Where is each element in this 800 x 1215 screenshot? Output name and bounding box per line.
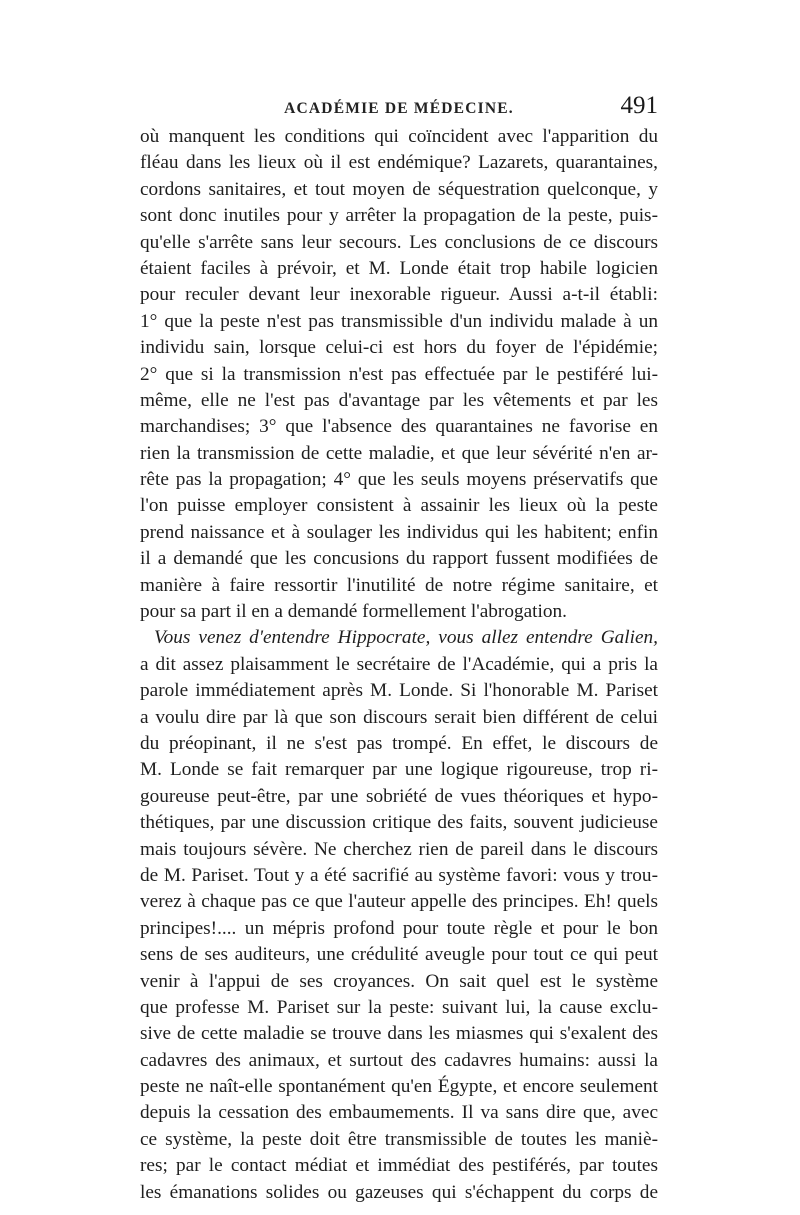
text-line: mais toujours sévère. Ne cherchez rien de pareil dans le discours [140,838,658,860]
text-line: l'on puisse employer consistent à assainir les lieux où la peste [140,495,658,517]
text-line: principes!.... un mépris profond pour toute règle et pour le bon [140,917,658,939]
body-text [140,124,658,1206]
text-line: cordons sanitaires, et tout moyen de séquestration quelconque, y [140,178,658,200]
text-line: prend naissance et à soulager les individus qui les habitent; enfin [140,521,658,543]
text-line: du préopinant, il ne s'est pas trompé. En effet, le discours de [140,732,658,754]
text-line: qu'elle s'arrête sans leur secours. Les conclusions de ce discours [140,231,658,253]
text-line: manière à faire ressortir l'inutilité de notre régime sanitaire, et [140,574,658,596]
text-line: sive de cette maladie se trouve dans les miasmes qui s'exalent des [140,1023,658,1045]
text-line: marchandises; 3° que l'absence des quarantaines ne favorise en [140,416,658,438]
text-line: que professe M. Pariset sur la peste: suivant lui, la cause exclu- [140,996,658,1018]
running-title: ACADÉMIE DE MÉDECINE. [284,100,514,117]
page-header [140,92,658,128]
text-line: étaient faciles à prévoir, et M. Londe était trop habile logicien [140,257,658,279]
page-number: 491 [620,92,658,119]
text-line: cadavres des animaux, et surtout des cadavres humains: aussi la [140,1049,658,1071]
text-line: rête pas la propagation; 4° que les seuls moyens préservatifs que [140,469,658,491]
text-line: 1° que la peste n'est pas transmissible d'un individu malade à un [140,310,658,332]
italic-quote: Vous venez d'entendre Hippocrate, vous allez entendre Galien, [154,627,658,649]
text-line: de M. Pariset. Tout y a été sacrifié au système favori: vous y trou- [140,864,658,886]
text-line: thétiques, par une discussion critique des faits, souvent judicieuse [140,812,658,834]
text-line: goureuse peut-être, par une sobriété de vues théoriques et hypo- [140,785,658,807]
text-line: M. Londe se fait remarquer par une logique rigoureuse, trop ri- [140,759,658,781]
text-line: a dit assez plaisamment le secrétaire de l'Académie, qui a pris la [140,653,658,675]
text-line: parole immédiatement après M. Londe. Si l'honorable M. Pariset [140,680,658,702]
text-line: depuis la cessation des embaumements. Il va sans dire que, avec [140,1102,658,1124]
text-line: 2° que si la transmission n'est pas effectuée par le pestiféré lui- [140,363,658,385]
text-line: où manquent les conditions qui coïncident avec l'apparition du [140,126,658,147]
text-line: sont donc inutiles pour y arrêter la propagation de la peste, puis- [140,205,658,227]
text-line: verez à chaque pas ce que l'auteur appelle des principes. Eh! quels [140,891,658,913]
text-line: pour reculer devant leur inexorable rigueur. Aussi a-t-il établi: [140,284,658,306]
text-line: sens de ses auditeurs, une crédulité aveugle pour tout ce qui peut [140,944,658,966]
text-line: peste ne naît-elle spontanément qu'en Égypte, et encore seulement [140,1076,658,1098]
text-line: fléau dans les lieux où il est endémique? Lazarets, quarantaines, [140,152,658,174]
text-line: ce système, la peste doit être transmissible de toutes les maniè- [140,1128,658,1150]
paragraph-end-line: pour sa part il en a demandé formellement l'abrogation. [140,601,567,623]
text-line: les émanations solides ou gazeuses qui s'échappent du corps de [140,1181,658,1203]
text-line: res; par le contact médiat et immédiat des pestiférés, par toutes [140,1155,658,1177]
text-line: a voulu dire par là que son discours serait bien différent de celui [140,706,658,728]
text-line: venir à l'appui de ses croyances. On sait quel est le système [140,970,658,992]
text-line: individu sain, lorsque celui-ci est hors du foyer de l'épidémie; [140,337,658,359]
text-line: même, elle ne l'est pas d'avantage par les vêtements et par les [140,389,658,411]
italic-quote-line [140,625,658,651]
text-line: il a demandé que les concusions du rapport fussent modifiées de [140,548,658,570]
text-line: rien la transmission de cette maladie, et que leur sévérité n'en ar- [140,442,658,464]
